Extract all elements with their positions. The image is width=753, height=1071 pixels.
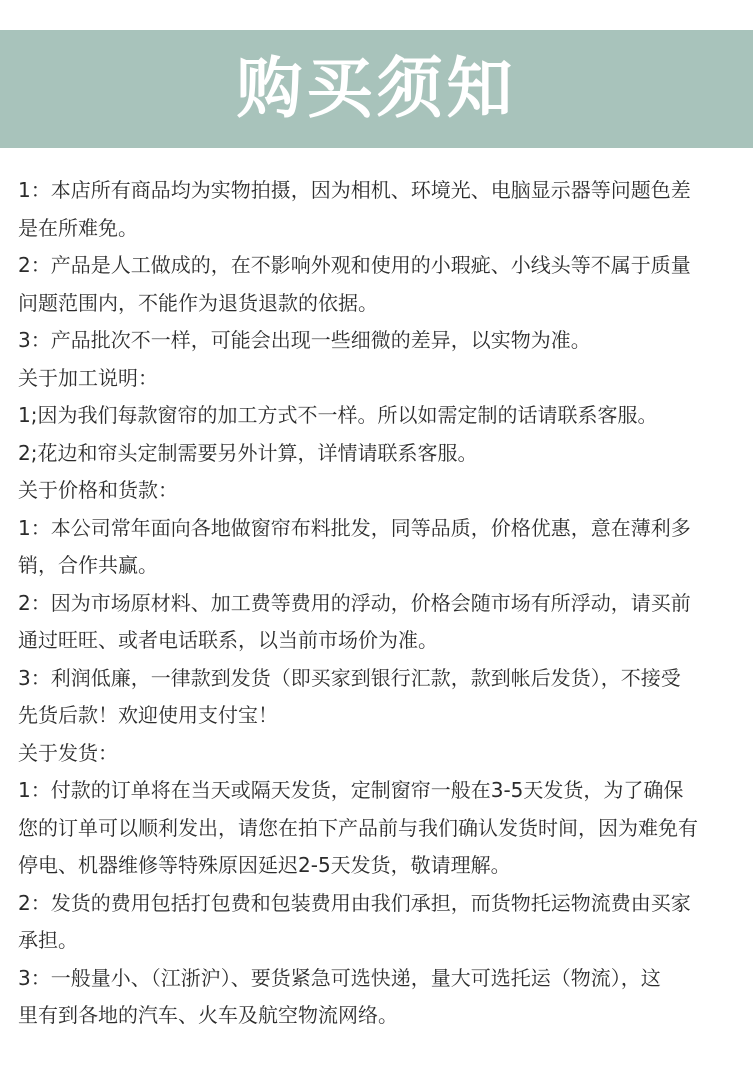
- text-line: 承担。: [18, 928, 78, 952]
- text-line: 2：产品是人工做成的，在不影响外观和使用的小瑕疵、小线头等不属于质量: [18, 253, 691, 277]
- text-line: 里有到各地的汽车、火车及航空物流网络。: [18, 1003, 398, 1027]
- text-line: 您的订单可以顺利发出，请您在拍下产品前与我们确认发货时间，因为难免有: [18, 815, 698, 840]
- text-line: 是在所难免。: [18, 215, 138, 240]
- notice-content: [18, 172, 730, 1035]
- text-line: 1;因为我们每款窗帘的加工方式不一样。所以如需定制的话请联系客服。: [18, 403, 658, 427]
- text-line: 3：一般量小、（江浙沪）、要货紧急可选快递，量大可选托运（物流），这: [18, 965, 661, 990]
- section-heading-processing: 关于加工说明：: [18, 365, 158, 390]
- text-line: 销，合作共赢。: [18, 553, 158, 577]
- text-line: 1：本公司常年面向各地做窗帘布料批发，同等品质，价格优惠，意在薄利多: [18, 515, 691, 540]
- text-line: 1：本店所有商品均为实物拍摄，因为相机、环境光、电脑显示器等问题色差: [18, 178, 691, 202]
- text-line: 3：利润低廉，一律款到发货（即买家到银行汇款，款到帐后发货），不接受: [18, 665, 681, 690]
- text-line: 问题范围内，不能作为退货退款的依据。: [18, 290, 378, 315]
- text-line: 2;花边和帘头定制需要另外计算，详情请联系客服。: [18, 440, 478, 465]
- text-line: 2：发货的费用包括打包费和包装费用由我们承担，而货物托运物流费由买家: [18, 890, 691, 915]
- text-line: 2：因为市场原材料、加工费等费用的浮动，价格会随市场有所浮动，请买前: [18, 590, 691, 615]
- page-title: 购买须知: [236, 50, 517, 127]
- section-heading-price-payment: 关于价格和货款：: [18, 478, 178, 502]
- section-heading-shipping: 关于发货：: [18, 740, 118, 765]
- text-line: 3：产品批次不一样，可能会出现一些细微的差异，以实物为准。: [18, 328, 591, 352]
- title-banner: [0, 30, 753, 148]
- text-line: 1：付款的订单将在当天或隔天发货，定制窗帘一般在3-5天发货，为了确保: [18, 778, 684, 802]
- text-line: 停电、机器维修等特殊原因延迟2-5天发货，敬请理解。: [18, 853, 511, 877]
- text-line: 通过旺旺、或者电话联系，以当前市场价为准。: [18, 628, 438, 652]
- text-line: 先货后款！欢迎使用支付宝！: [18, 703, 278, 727]
